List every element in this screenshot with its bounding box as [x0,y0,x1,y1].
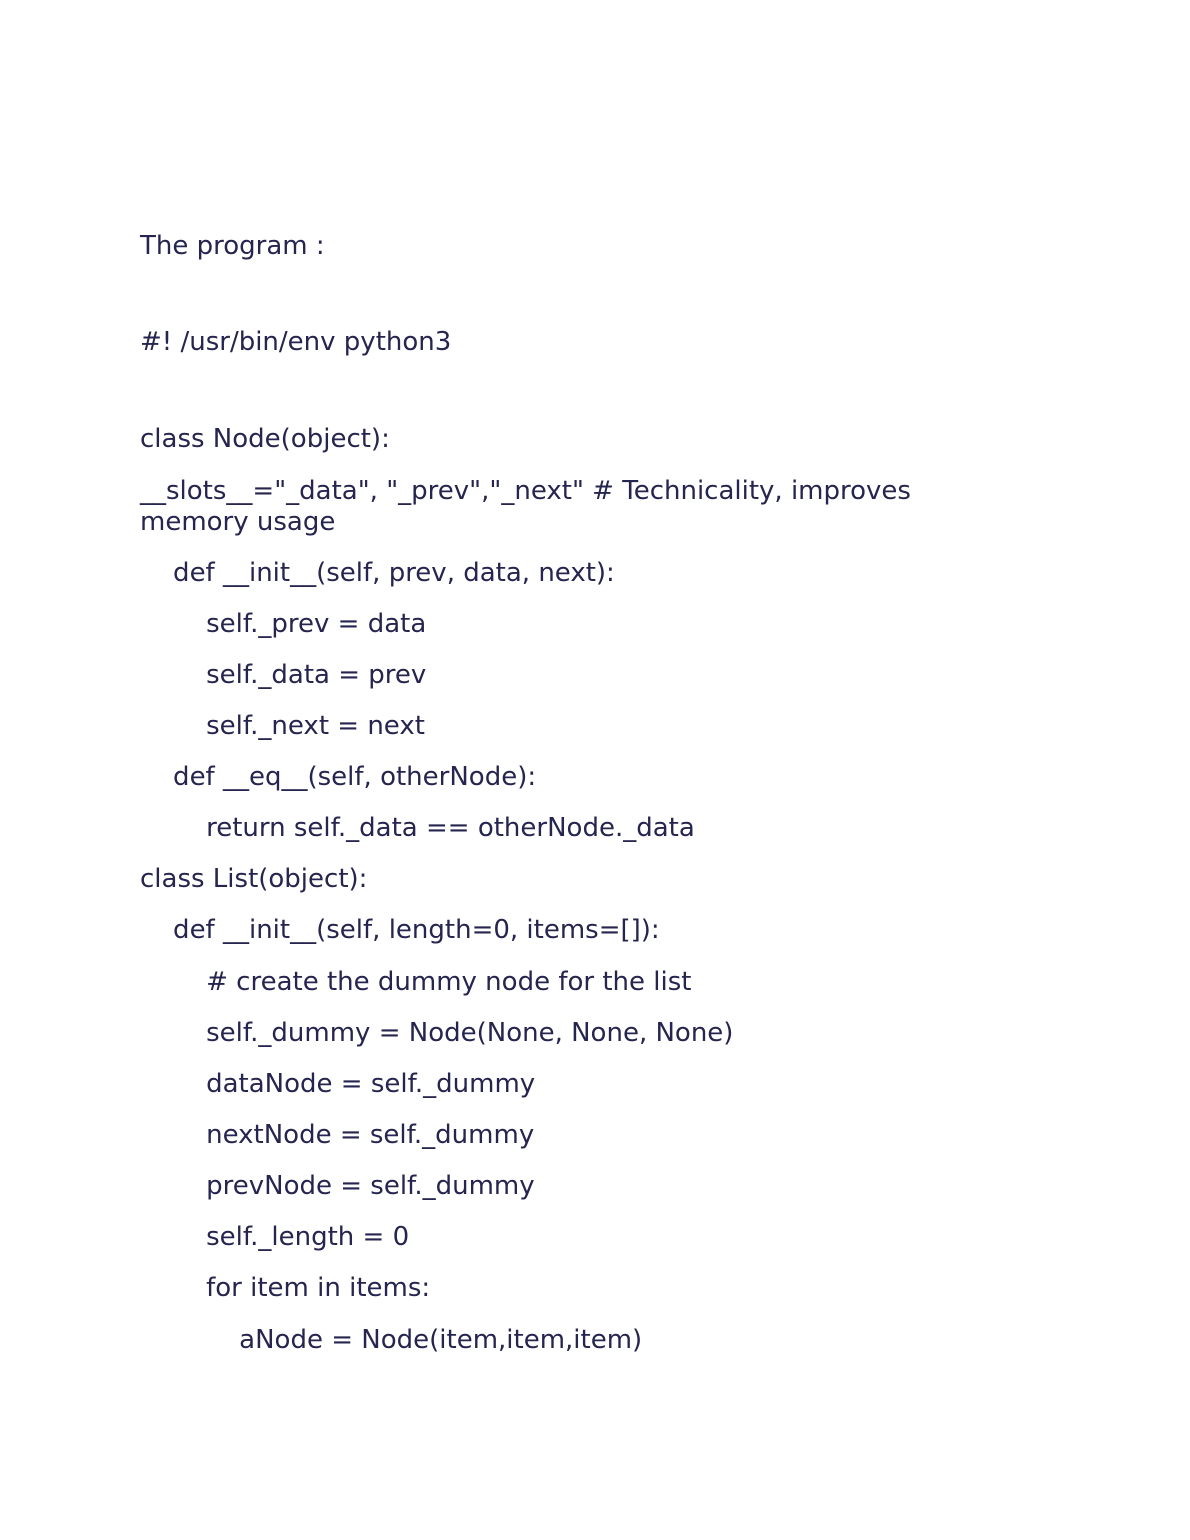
code-line: nextNode = self._dummy [140,1120,535,1150]
code-line: def __init__(self, prev, data, next): [140,558,615,588]
code-line: class Node(object): [140,424,390,454]
shebang-line: #! /usr/bin/env python3 [140,327,452,357]
code-line: def __init__(self, length=0, items=[]): [140,915,660,945]
code-line: def __eq__(self, otherNode): [140,762,537,792]
code-line: return self._data == otherNode._data [140,813,695,843]
code-line: self._prev = data [140,609,427,639]
code-line: self._dummy = Node(None, None, None) [140,1018,734,1048]
code-line: self._length = 0 [140,1222,410,1252]
heading-text: The program : [140,231,325,261]
code-line-wrapped: __slots__="_data", "_prev","_next" # Technicality, improves memory usage [140,476,911,537]
code-line: self._data = prev [140,660,427,690]
code-line: for item in items: [140,1273,431,1303]
code-line: dataNode = self._dummy [140,1069,536,1099]
code-line: class List(object): [140,864,368,894]
code-line: self._next = next [140,711,425,741]
code-line: # create the dummy node for the list [140,967,692,997]
code-line: aNode = Node(item,item,item) [140,1325,643,1355]
code-line: prevNode = self._dummy [140,1171,535,1201]
